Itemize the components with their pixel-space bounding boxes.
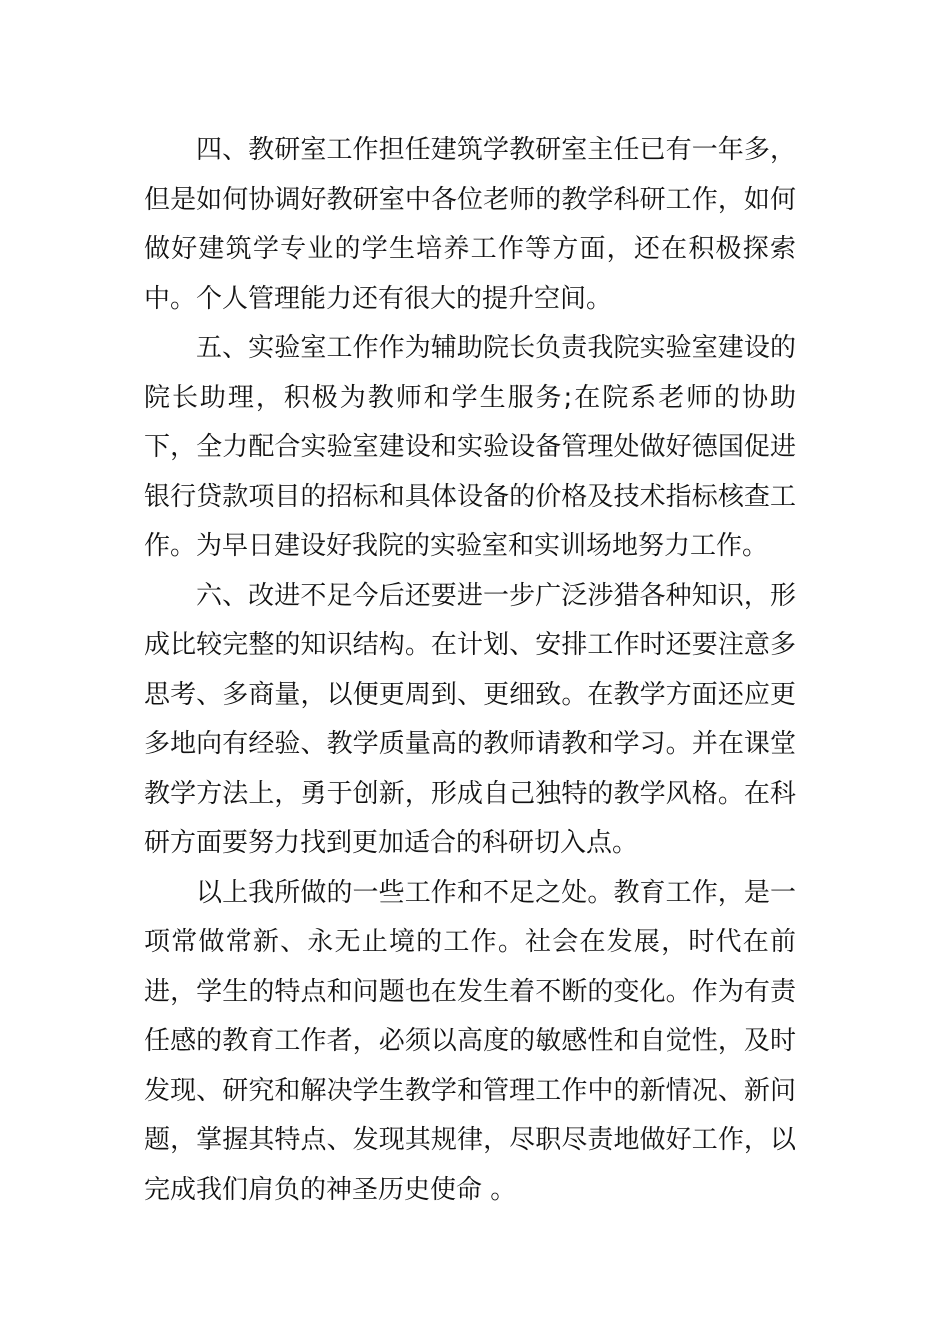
document-body [144, 126, 796, 1215]
paragraph-laboratory-work: 五、实验室工作作为辅助院长负责我院实验室建设的院长助理，积极为教师和学生服务;在院系老师的协助下，全力配合实验室建设和实验设备管理处做好德国促进银行贷款项目的招标和具体设备的价格及技术指标核查工作。为早日建设好我院的实验室和实训场地努力工作。 [144, 333, 796, 561]
paragraph-teaching-research-office: 四、教研室工作担任建筑学教研室主任已有一年多，但是如何协调好教研室中各位老师的教学科研工作，如何做好建筑学专业的学生培养工作等方面，还在积极探索中。个人管理能力还有很大的提升空间。 [144, 135, 796, 314]
paragraph-improvement: 六、改进不足今后还要进一步广泛涉猎各种知识，形成比较完整的知识结构。在计划、安排工作时还要注意多思考、多商量，以便更周到、更细致。在教学方面还应更多地向有经验、教学质量高的教师请教和学习。并在课堂教学方法上，勇于创新，形成自己独特的教学风格。在科研方面要努力找到更加适合的科研切入点。 [144, 580, 796, 858]
paragraph-conclusion: 以上我所做的一些工作和不足之处。教育工作，是一项常做常新、永无止境的工作。社会在发展，时代在前进，学生的特点和问题也在发生着不断的变化。作为有责任感的教育工作者，必须以高度的敏感性和自觉性，及时发现、研究和解决学生教学和管理工作中的新情况、新问题，掌握其特点、发现其规律，尽职尽责地做好工作，以完成我们肩负的神圣历史使命 。 [144, 877, 796, 1205]
